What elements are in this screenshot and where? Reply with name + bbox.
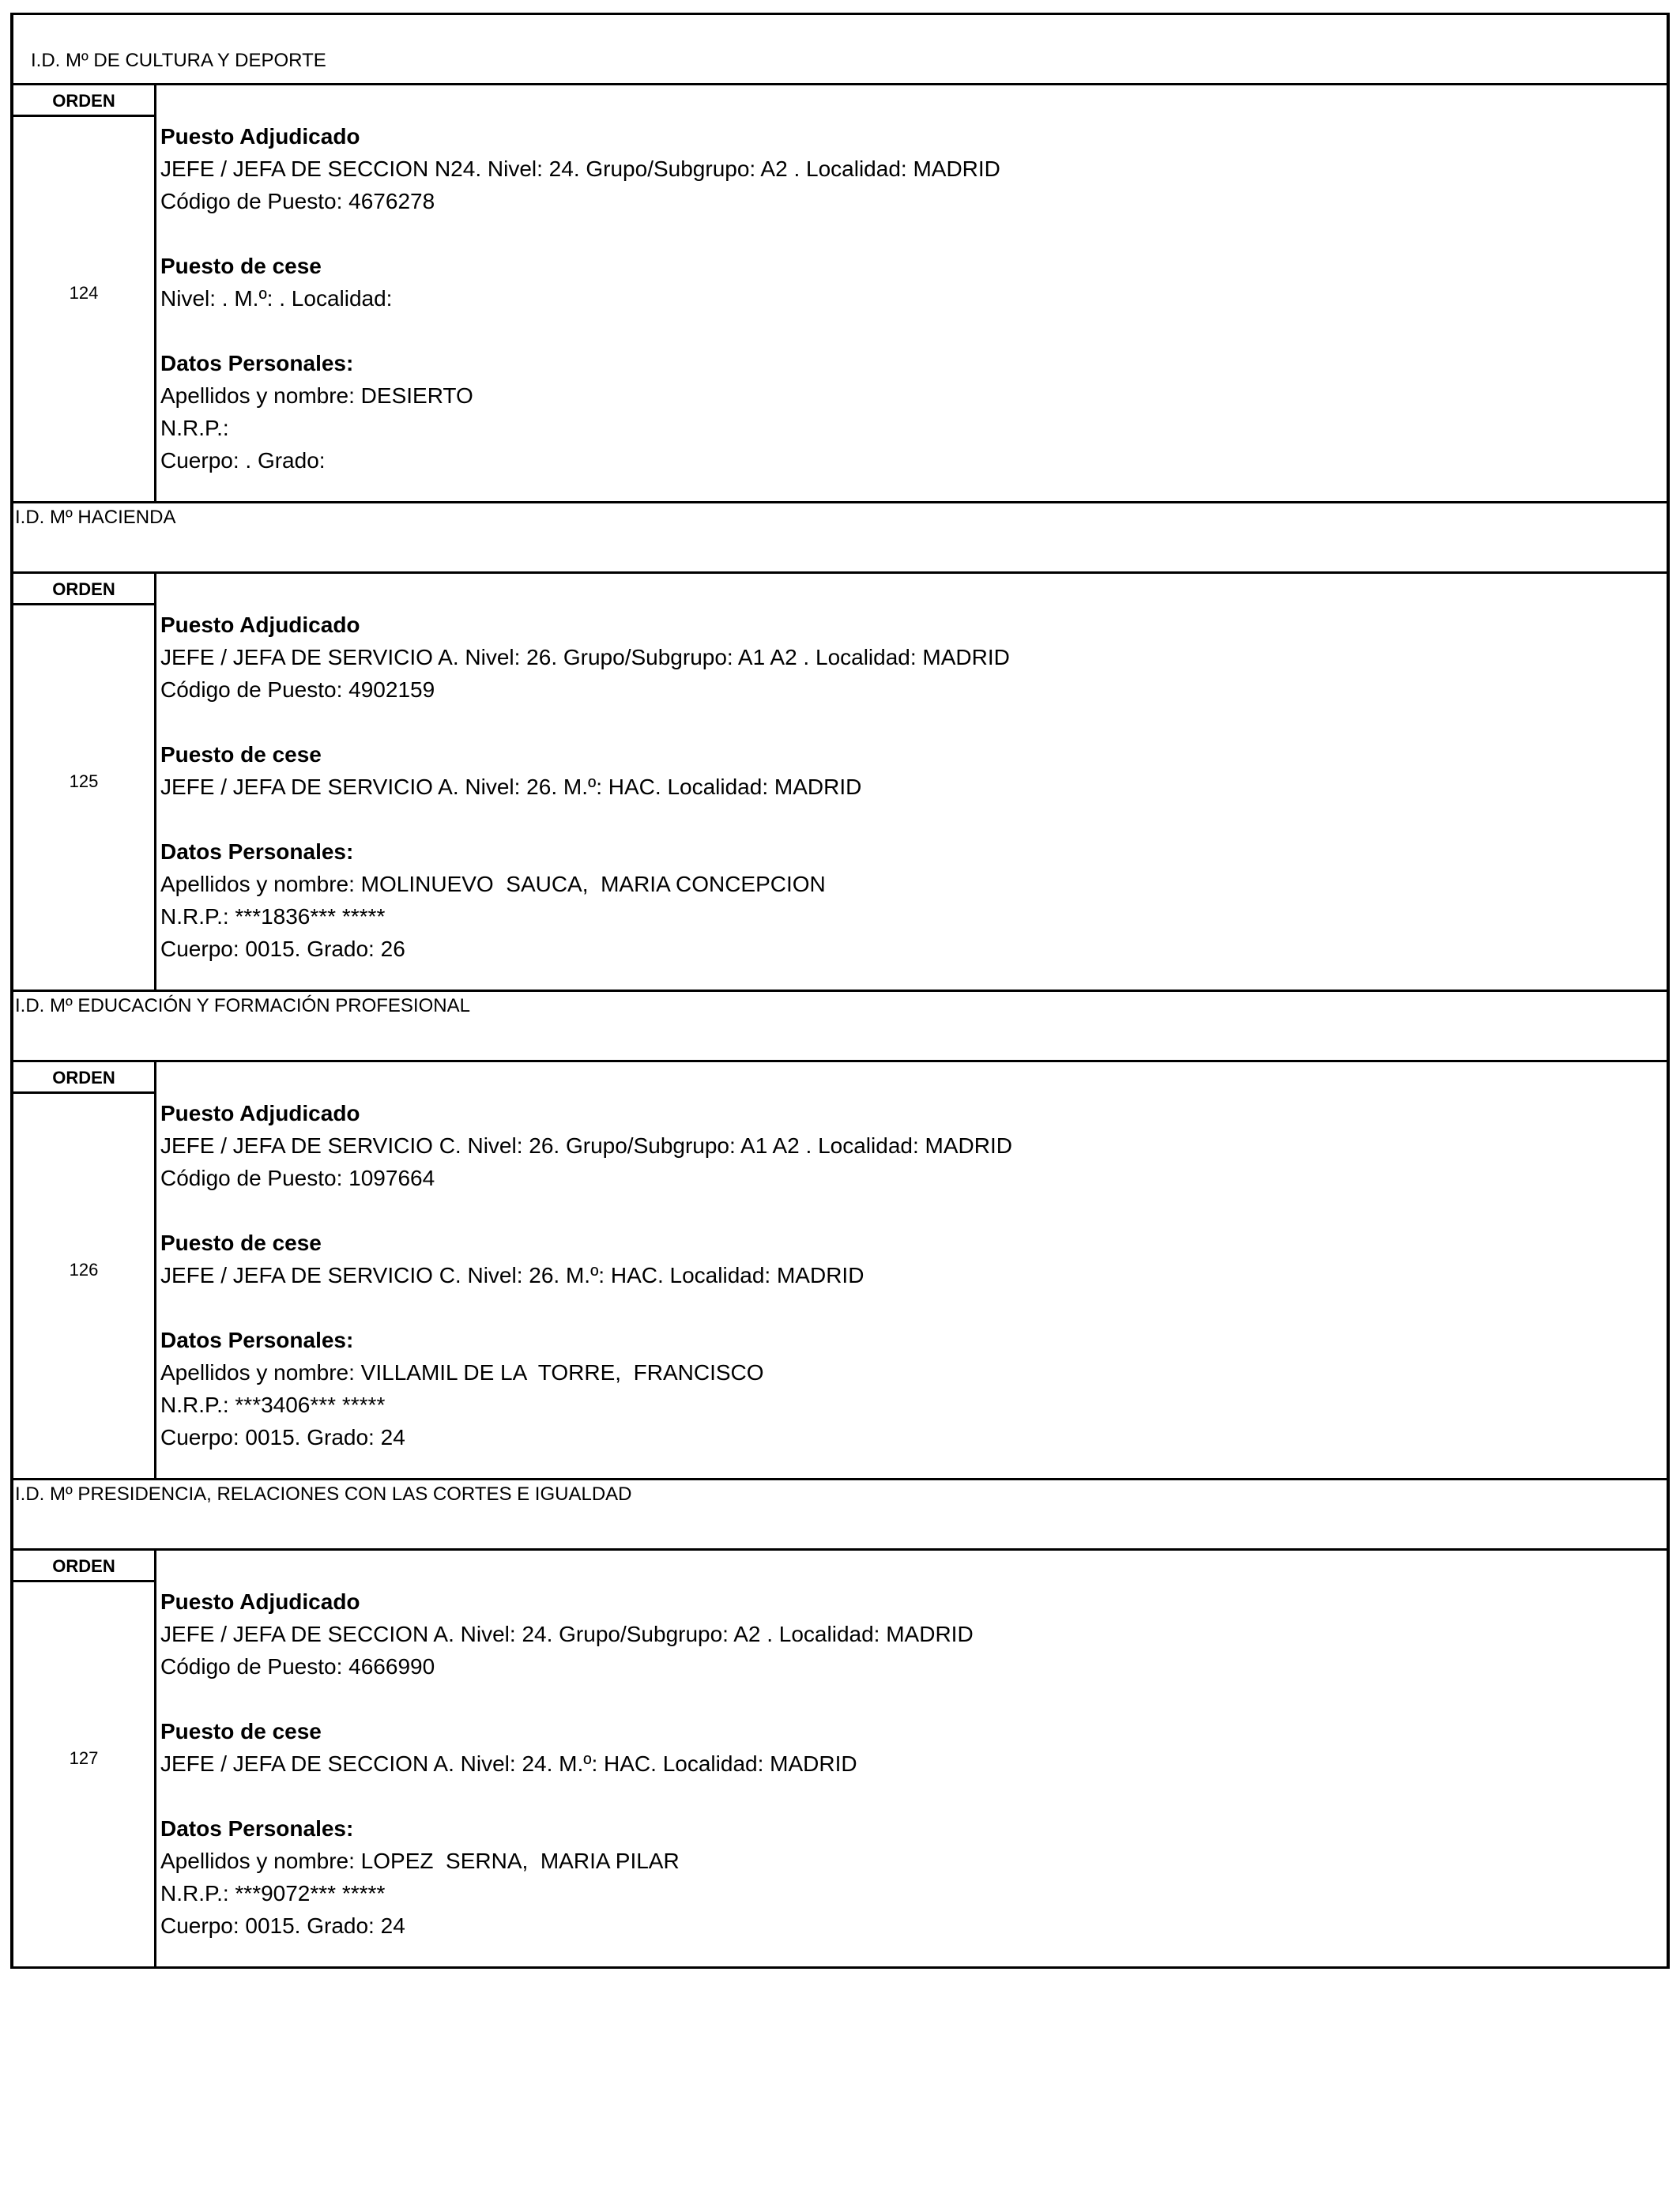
orden-label: ORDEN	[13, 1062, 154, 1094]
codigo-puesto: Código de Puesto: 4666990	[160, 1654, 435, 1679]
puesto-adjudicado-text: JEFE / JEFA DE SECCION N24. Nivel: 24. Grupo/Subgrupo: A2 . Localidad: MADRID	[160, 156, 1000, 181]
puesto-adjudicado-label: Puesto Adjudicado	[160, 1101, 360, 1125]
orden-column	[13, 574, 156, 990]
spacer	[160, 803, 1659, 835]
puesto-cese-label: Puesto de cese	[160, 1231, 322, 1255]
orden-label: ORDEN	[13, 1551, 154, 1582]
section-header	[13, 15, 1667, 85]
spacer	[160, 315, 1659, 347]
orden-column	[13, 1551, 156, 1966]
puesto-cese-text: Nivel: . M.º: . Localidad:	[160, 286, 393, 311]
apellidos-nombre: Apellidos y nombre: LOPEZ SERNA, MARIA PILAR	[160, 1849, 680, 1873]
document-table	[10, 13, 1670, 1969]
cuerpo-grado: Cuerpo: 0015. Grado: 24	[160, 1913, 405, 1938]
section-title: I.D. Mº PRESIDENCIA, RELACIONES CON LAS CORTES E IGUALDAD	[15, 1483, 632, 1505]
section-title: I.D. Mº HACIENDA	[15, 507, 176, 528]
orden-number: 124	[69, 283, 99, 303]
datos-personales-label: Datos Personales:	[160, 839, 354, 864]
puesto-adjudicado-label: Puesto Adjudicado	[160, 124, 360, 149]
nrp: N.R.P.: ***3406*** *****	[160, 1393, 386, 1417]
entry-content	[160, 609, 1659, 965]
spacer	[160, 1291, 1659, 1324]
apellidos-nombre: Apellidos y nombre: MOLINUEVO SAUCA, MARIA CONCEPCION	[160, 872, 826, 896]
datos-personales-label: Datos Personales:	[160, 1328, 354, 1352]
puesto-adjudicado-label: Puesto Adjudicado	[160, 1589, 360, 1614]
section-header	[13, 992, 1667, 1062]
cuerpo-grado: Cuerpo: 0015. Grado: 24	[160, 1425, 405, 1449]
orden-number: 125	[69, 771, 99, 791]
entry-content	[160, 1097, 1659, 1453]
puesto-adjudicado-text: JEFE / JEFA DE SECCION A. Nivel: 24. Grupo/Subgrupo: A2 . Localidad: MADRID	[160, 1622, 974, 1646]
spacer	[160, 1780, 1659, 1812]
puesto-adjudicado-text: JEFE / JEFA DE SERVICIO A. Nivel: 26. Grupo/Subgrupo: A1 A2 . Localidad: MADRID	[160, 645, 1010, 669]
orden-column	[13, 85, 156, 501]
cuerpo-grado: Cuerpo: . Grado:	[160, 448, 326, 473]
entry-row	[13, 1062, 1667, 1480]
puesto-cese-text: JEFE / JEFA DE SERVICIO C. Nivel: 26. M.º: HAC. Localidad: MADRID	[160, 1263, 864, 1287]
orden-label: ORDEN	[13, 574, 154, 605]
orden-column	[13, 1062, 156, 1478]
entry-content	[160, 120, 1659, 477]
section-title: I.D. Mº DE CULTURA Y DEPORTE	[31, 50, 326, 71]
datos-personales-label: Datos Personales:	[160, 1816, 354, 1841]
section-title: I.D. Mº EDUCACIÓN Y FORMACIÓN PROFESIONAL	[15, 995, 470, 1016]
puesto-adjudicado-text: JEFE / JEFA DE SERVICIO C. Nivel: 26. Grupo/Subgrupo: A1 A2 . Localidad: MADRID	[160, 1133, 1012, 1158]
spacer	[160, 217, 1659, 250]
nrp: N.R.P.:	[160, 416, 229, 440]
spacer	[160, 1194, 1659, 1227]
puesto-cese-label: Puesto de cese	[160, 742, 322, 767]
datos-personales-label: Datos Personales:	[160, 351, 354, 375]
puesto-cese-label: Puesto de cese	[160, 1719, 322, 1744]
cuerpo-grado: Cuerpo: 0015. Grado: 26	[160, 937, 405, 961]
section-header	[13, 1480, 1667, 1551]
entry-content	[160, 1585, 1659, 1942]
orden-label: ORDEN	[13, 85, 154, 117]
orden-number: 126	[69, 1260, 99, 1280]
spacer	[160, 706, 1659, 738]
nrp: N.R.P.: ***1836*** *****	[160, 904, 386, 929]
nrp: N.R.P.: ***9072*** *****	[160, 1881, 386, 1906]
entry-row	[13, 574, 1667, 992]
entry-row	[13, 1551, 1667, 1969]
section-header	[13, 503, 1667, 574]
orden-number: 127	[69, 1748, 99, 1768]
spacer	[160, 1683, 1659, 1715]
codigo-puesto: Código de Puesto: 4676278	[160, 189, 435, 213]
entry-row	[13, 85, 1667, 503]
apellidos-nombre: Apellidos y nombre: DESIERTO	[160, 383, 473, 408]
puesto-cese-label: Puesto de cese	[160, 254, 322, 278]
puesto-cese-text: JEFE / JEFA DE SERVICIO A. Nivel: 26. M.º: HAC. Localidad: MADRID	[160, 775, 862, 799]
puesto-cese-text: JEFE / JEFA DE SECCION A. Nivel: 24. M.º: HAC. Localidad: MADRID	[160, 1751, 857, 1776]
apellidos-nombre: Apellidos y nombre: VILLAMIL DE LA TORRE, FRANCISCO	[160, 1360, 764, 1385]
codigo-puesto: Código de Puesto: 1097664	[160, 1166, 435, 1190]
codigo-puesto: Código de Puesto: 4902159	[160, 677, 435, 702]
puesto-adjudicado-label: Puesto Adjudicado	[160, 613, 360, 637]
